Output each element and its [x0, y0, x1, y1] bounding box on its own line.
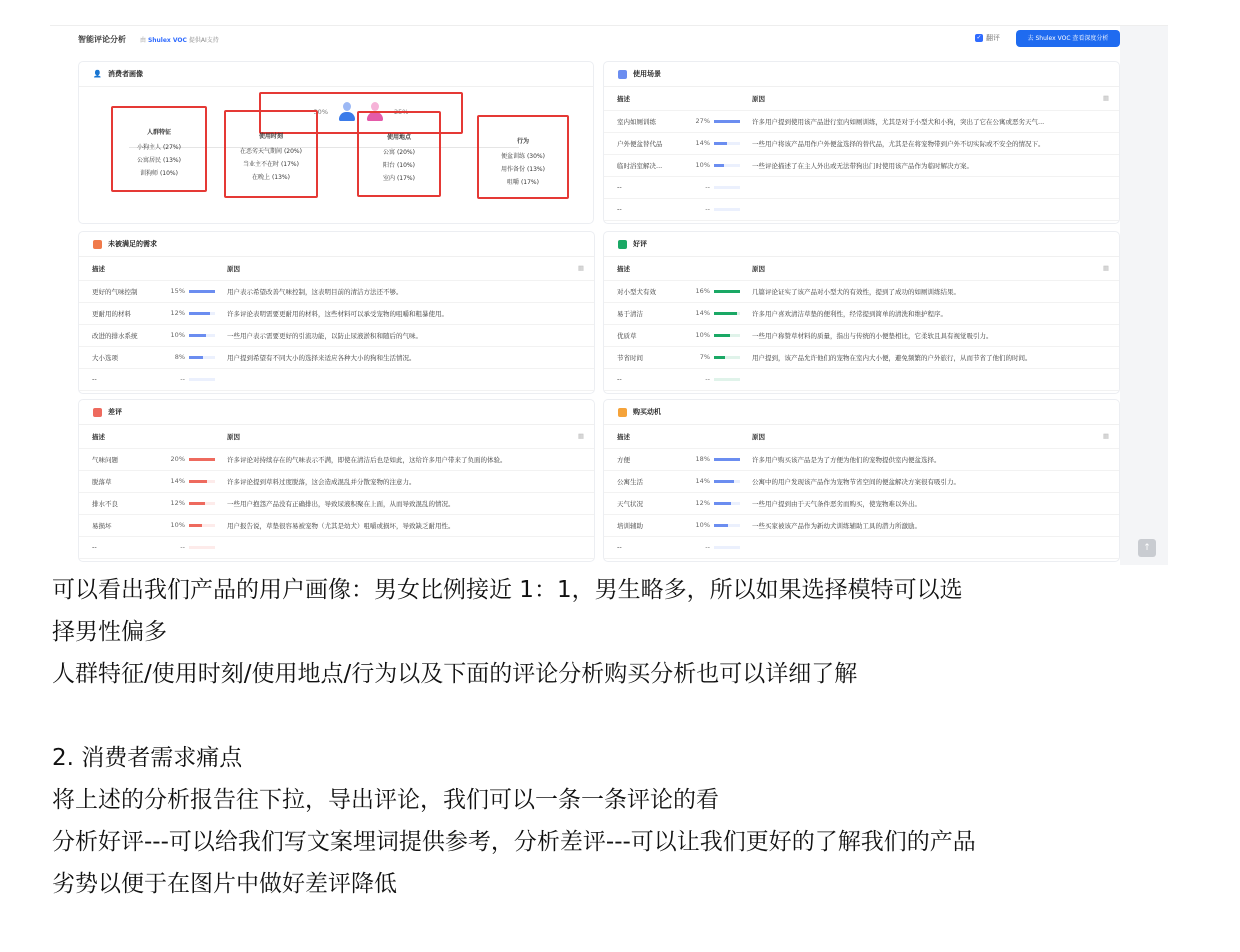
percent-bar-fill	[714, 312, 737, 315]
row-desc: 易于清洁	[604, 302, 684, 324]
percent-bar-fill	[714, 502, 731, 505]
group-item: 在晚上 (13%)	[252, 174, 290, 181]
percent-bar	[714, 524, 740, 527]
screenshot-review-analysis	[50, 25, 1168, 565]
row-percent: 14%	[684, 132, 714, 154]
row-desc: 户外便盆替代品	[604, 132, 684, 154]
percent-bar	[714, 356, 740, 359]
persona-card	[78, 61, 594, 224]
percent-bar-fill	[189, 524, 202, 527]
table-row	[604, 346, 1119, 368]
group-item: 在恶劣天气期间 (20%)	[240, 148, 302, 155]
table-row	[604, 492, 1119, 514]
row-desc: --	[79, 536, 159, 558]
table-row	[604, 470, 1119, 492]
paragraph-line: 分析好评---可以给我们写文案埋词提供参考，分析差评---可以让我们更好的了解我们的产品	[52, 829, 976, 855]
row-reason: 许多用户购买该产品是为了方便为他们的宠物提供室内便盆选择。	[752, 448, 1119, 470]
row-desc: 更耐用的材料	[79, 302, 159, 324]
persona-group	[357, 131, 441, 185]
column-reason: 原因	[752, 257, 916, 280]
row-desc: 排水不良	[79, 492, 159, 514]
table-row	[604, 198, 1119, 220]
column-reason: 原因	[752, 425, 916, 448]
row-percent: 14%	[684, 302, 714, 324]
negative-card	[78, 399, 595, 562]
group-title: 行为	[516, 138, 529, 145]
group-title: 使用时刻	[258, 133, 283, 140]
row-desc: 节省时间	[604, 346, 684, 368]
row-reason: 一些用户将该产品用作户外便盆选择的替代品，尤其是在将宠物带到户外不切实际或不安全的情况下。	[752, 132, 1119, 154]
column-desc: 描述	[79, 257, 227, 280]
row-percent: 8%	[159, 346, 189, 368]
row-percent: 10%	[684, 514, 714, 536]
percent-bar	[714, 208, 740, 211]
motive-card	[603, 399, 1120, 562]
columns-settings-icon[interactable]: ▦	[391, 425, 594, 448]
row-reason: 许多评论提到草料过度脱落，这会造成混乱并分散宠物的注意力。	[227, 470, 594, 492]
row-reason: 用户表示希望改善气味控制，这表明目前的清洁方法还不够。	[227, 280, 594, 302]
paragraph-line: 将上述的分析报告往下拉，导出评论，我们可以一条一条评论的看	[52, 787, 719, 813]
row-desc: 气味问题	[79, 448, 159, 470]
row-reason	[227, 368, 594, 390]
row-desc: 易损坏	[79, 514, 159, 536]
percent-bar-fill	[189, 356, 203, 359]
row-percent: 14%	[684, 470, 714, 492]
row-reason	[227, 536, 594, 558]
paragraph-line: 劣势以便于在图片中做好差评降低	[52, 871, 397, 897]
unmet-card	[78, 231, 595, 394]
table-row	[79, 302, 594, 324]
table-row	[79, 448, 594, 470]
scroll-to-top-button[interactable]: ↑	[1138, 539, 1156, 557]
row-percent: --	[684, 198, 714, 220]
row-percent: 18%	[684, 448, 714, 470]
row-reason: 一些评论描述了在主人外出或无法带狗出门时使用该产品作为临时解决方案。	[752, 154, 1119, 176]
table-row	[604, 536, 1119, 558]
table-row	[604, 302, 1119, 324]
column-reason: 原因	[227, 425, 391, 448]
group-item: 公寓居民 (13%)	[137, 157, 181, 164]
row-percent: 7%	[684, 346, 714, 368]
row-desc: 优质草	[604, 324, 684, 346]
page-title: 智能评论分析	[78, 35, 126, 44]
row-percent: 16%	[684, 280, 714, 302]
paragraph-line: 择男性偏多	[52, 619, 167, 645]
row-percent: 15%	[159, 280, 189, 302]
row-percent: --	[159, 536, 189, 558]
paragraph-line: 人群特征/使用时刻/使用地点/行为以及下面的评论分析购买分析也可以详细了解	[52, 661, 858, 687]
card-title: 消费者画像	[108, 70, 143, 78]
percent-bar	[714, 312, 740, 315]
column-desc: 描述	[604, 257, 752, 280]
percent-bar-fill	[714, 120, 740, 123]
percent-bar-fill	[189, 334, 206, 337]
group-item: 室内 (17%)	[383, 175, 415, 182]
percent-bar	[714, 290, 740, 293]
page-background	[1120, 26, 1168, 565]
percent-bar	[189, 312, 215, 315]
percent-bar	[714, 186, 740, 189]
percent-bar	[189, 290, 215, 293]
table-row	[79, 280, 594, 302]
shulex-logo: Shulex VOC	[147, 37, 187, 44]
table-row	[604, 132, 1119, 154]
row-desc: 改进的排水系统	[79, 324, 159, 346]
row-reason	[752, 368, 1119, 390]
percent-bar	[189, 458, 215, 461]
card-title: 使用场景	[633, 70, 661, 78]
column-reason: 原因	[227, 257, 391, 280]
row-desc: 大小选项	[79, 346, 159, 368]
row-percent: 27%	[684, 110, 714, 132]
row-desc: 室内如厕训练	[604, 110, 684, 132]
group-item: 小狗主人 (27%)	[137, 144, 181, 151]
percent-bar	[714, 480, 740, 483]
row-reason: 许多评论对持续存在的气味表示不满，即使在清洁后也是如此，这给许多用户带来了负面的体验。	[227, 448, 594, 470]
percent-bar-fill	[189, 502, 205, 505]
percent-bar	[714, 164, 740, 167]
row-desc: --	[79, 368, 159, 390]
card-title: 购买动机	[633, 408, 661, 416]
row-desc: 方便	[604, 448, 684, 470]
row-reason: 用户提到，该产品允许他们的宠物在室内大小便，避免频繁的户外旅行，从而节省了他们的时间。	[752, 346, 1119, 368]
percent-bar	[189, 502, 215, 505]
group-item: 公寓 (20%)	[383, 149, 415, 156]
row-percent: 10%	[684, 324, 714, 346]
table-row	[79, 346, 594, 368]
group-item: 训狗师 (10%)	[140, 170, 178, 177]
card-title: 未被满足的需求	[108, 240, 157, 248]
row-reason: 一些用户表示需要更好的引流功能，以防止尿液淤积和随后的气味。	[227, 324, 594, 346]
percent-bar	[714, 502, 740, 505]
table-row	[79, 368, 594, 390]
row-reason: 一些用户提到由于天气条件恶劣而购买，使宠物难以外出。	[752, 492, 1119, 514]
column-desc: 描述	[79, 425, 227, 448]
location-icon	[618, 70, 627, 79]
thumbs-up-icon	[618, 240, 627, 249]
table-row	[604, 154, 1119, 176]
percent-bar	[189, 546, 215, 549]
row-reason: 用户报告说，草垫很容易被宠物（尤其是幼犬）咀嚼或损坏，导致缺乏耐用性。	[227, 514, 594, 536]
percent-bar-fill	[714, 356, 725, 359]
percent-bar-fill	[714, 524, 728, 527]
user-icon: 👤	[93, 69, 102, 78]
row-percent: 12%	[159, 492, 189, 514]
columns-settings-icon[interactable]: ▦	[916, 257, 1119, 280]
powered-by: 由 Shulex VOC 提供AI支持	[140, 37, 219, 44]
percent-bar-fill	[714, 334, 730, 337]
group-item: 当业主不在时 (17%)	[243, 161, 299, 168]
row-percent: 12%	[159, 302, 189, 324]
row-reason: 用户提到希望有不同大小的选择来适应各种大小的狗和生活情况。	[227, 346, 594, 368]
table-row	[604, 514, 1119, 536]
row-desc: 公寓生活	[604, 470, 684, 492]
row-desc: 培训辅助	[604, 514, 684, 536]
row-percent: 10%	[159, 514, 189, 536]
column-reason: 原因	[752, 87, 916, 110]
row-percent: 14%	[159, 470, 189, 492]
columns-settings-icon[interactable]: ▦	[916, 425, 1119, 448]
columns-settings-icon[interactable]: ▦	[391, 257, 594, 280]
percent-bar-fill	[714, 290, 740, 293]
percent-bar	[714, 120, 740, 123]
female-percent: 25%	[394, 108, 409, 116]
percent-bar	[189, 334, 215, 337]
row-reason	[752, 176, 1119, 198]
percent-bar-fill	[714, 480, 734, 483]
table-row	[79, 514, 594, 536]
scene-card	[603, 61, 1120, 224]
table-row	[79, 492, 594, 514]
row-reason	[752, 536, 1119, 558]
translate-checkbox[interactable]: ✓ 翻评	[976, 34, 1000, 42]
percent-bar	[189, 480, 215, 483]
persona-group	[224, 130, 318, 184]
percent-bar-fill	[189, 480, 207, 483]
row-reason: 几篇评论证实了该产品对小型犬的有效性，提到了成功的如厕训练结果。	[752, 280, 1119, 302]
row-desc: --	[604, 176, 684, 198]
row-desc: 脱落草	[79, 470, 159, 492]
persona-group	[477, 135, 569, 189]
percent-bar-fill	[714, 142, 727, 145]
card-title: 好评	[633, 240, 647, 248]
group-item: 便盆训练 (30%)	[501, 153, 545, 160]
row-reason: 许多用户提到使用该产品进行室内如厕训练，尤其是对于小型犬和小狗，突出了它在公寓或恶劣天气...	[752, 110, 1119, 132]
table-row	[604, 110, 1119, 132]
row-desc: 临时浴室解决...	[604, 154, 684, 176]
thumbs-down-icon	[93, 408, 102, 417]
row-reason: 一些用户称赞草材料的质量，指出与传统的小便垫相比，它柔软且具有视觉吸引力。	[752, 324, 1119, 346]
percent-bar	[714, 546, 740, 549]
group-item: 阳台 (10%)	[383, 162, 415, 169]
bag-icon	[618, 408, 627, 417]
row-percent: --	[684, 176, 714, 198]
male-percent: 30%	[313, 108, 328, 116]
check-icon: ✓	[976, 34, 982, 41]
table-row	[79, 470, 594, 492]
column-desc: 描述	[604, 425, 752, 448]
row-reason	[752, 198, 1119, 220]
group-item: 咀嚼 (17%)	[507, 179, 539, 186]
percent-bar	[714, 458, 740, 461]
row-desc: 更好的气味控制	[79, 280, 159, 302]
group-item: 用作备份 (13%)	[501, 166, 545, 173]
row-reason: 一些用户抱怨产品没有正确排出，导致尿液积聚在上面，从而导致混乱的情况。	[227, 492, 594, 514]
table-row	[604, 368, 1119, 390]
row-reason: 公寓中的用户发现该产品作为宠物节省空间的便盆解决方案很有吸引力。	[752, 470, 1119, 492]
percent-bar-fill	[189, 290, 215, 293]
deep-analysis-button[interactable]: 去 Shulex VOC 查看深度分析	[1016, 30, 1120, 47]
edit-icon	[93, 240, 102, 249]
paragraph-line: 2. 消费者需求痛点	[52, 745, 243, 771]
percent-bar-fill	[189, 458, 215, 461]
group-title: 使用地点	[386, 134, 411, 141]
table-row	[604, 448, 1119, 470]
row-desc: --	[604, 368, 684, 390]
table-row	[604, 324, 1119, 346]
row-reason: 一些买家被该产品作为新幼犬训练辅助工具的潜力所激励。	[752, 514, 1119, 536]
positive-card	[603, 231, 1120, 394]
row-desc: 对小型犬有效	[604, 280, 684, 302]
column-desc: 描述	[604, 87, 752, 110]
row-percent: 10%	[159, 324, 189, 346]
row-percent: 10%	[684, 154, 714, 176]
row-percent: 20%	[159, 448, 189, 470]
row-percent: --	[159, 368, 189, 390]
percent-bar-fill	[714, 164, 724, 167]
row-reason: 许多评论表明需要更耐用的材料，这些材料可以承受宠物的咀嚼和粗暴使用。	[227, 302, 594, 324]
row-percent: --	[684, 368, 714, 390]
table-row	[604, 176, 1119, 198]
row-desc: --	[604, 198, 684, 220]
row-percent: --	[684, 536, 714, 558]
percent-bar	[714, 378, 740, 381]
row-desc: 天气状况	[604, 492, 684, 514]
row-desc: --	[604, 536, 684, 558]
percent-bar	[189, 524, 215, 527]
table-row	[79, 536, 594, 558]
table-row	[604, 280, 1119, 302]
paragraph-line: 可以看出我们产品的用户画像：男女比例接近 1：1，男生略多，所以如果选择模特可以选	[52, 577, 963, 603]
percent-bar-fill	[189, 312, 210, 315]
percent-bar	[714, 334, 740, 337]
percent-bar	[714, 142, 740, 145]
group-title: 人群特征	[146, 129, 171, 136]
percent-bar	[189, 378, 215, 381]
row-percent: 12%	[684, 492, 714, 514]
row-reason: 许多用户喜欢清洁草垫的便利性，经常提到简单的清洗和维护程序。	[752, 302, 1119, 324]
percent-bar-fill	[714, 458, 740, 461]
persona-group	[111, 126, 207, 180]
columns-settings-icon[interactable]: ▦	[916, 87, 1119, 110]
card-title: 差评	[108, 408, 122, 416]
table-row	[79, 324, 594, 346]
percent-bar	[189, 356, 215, 359]
